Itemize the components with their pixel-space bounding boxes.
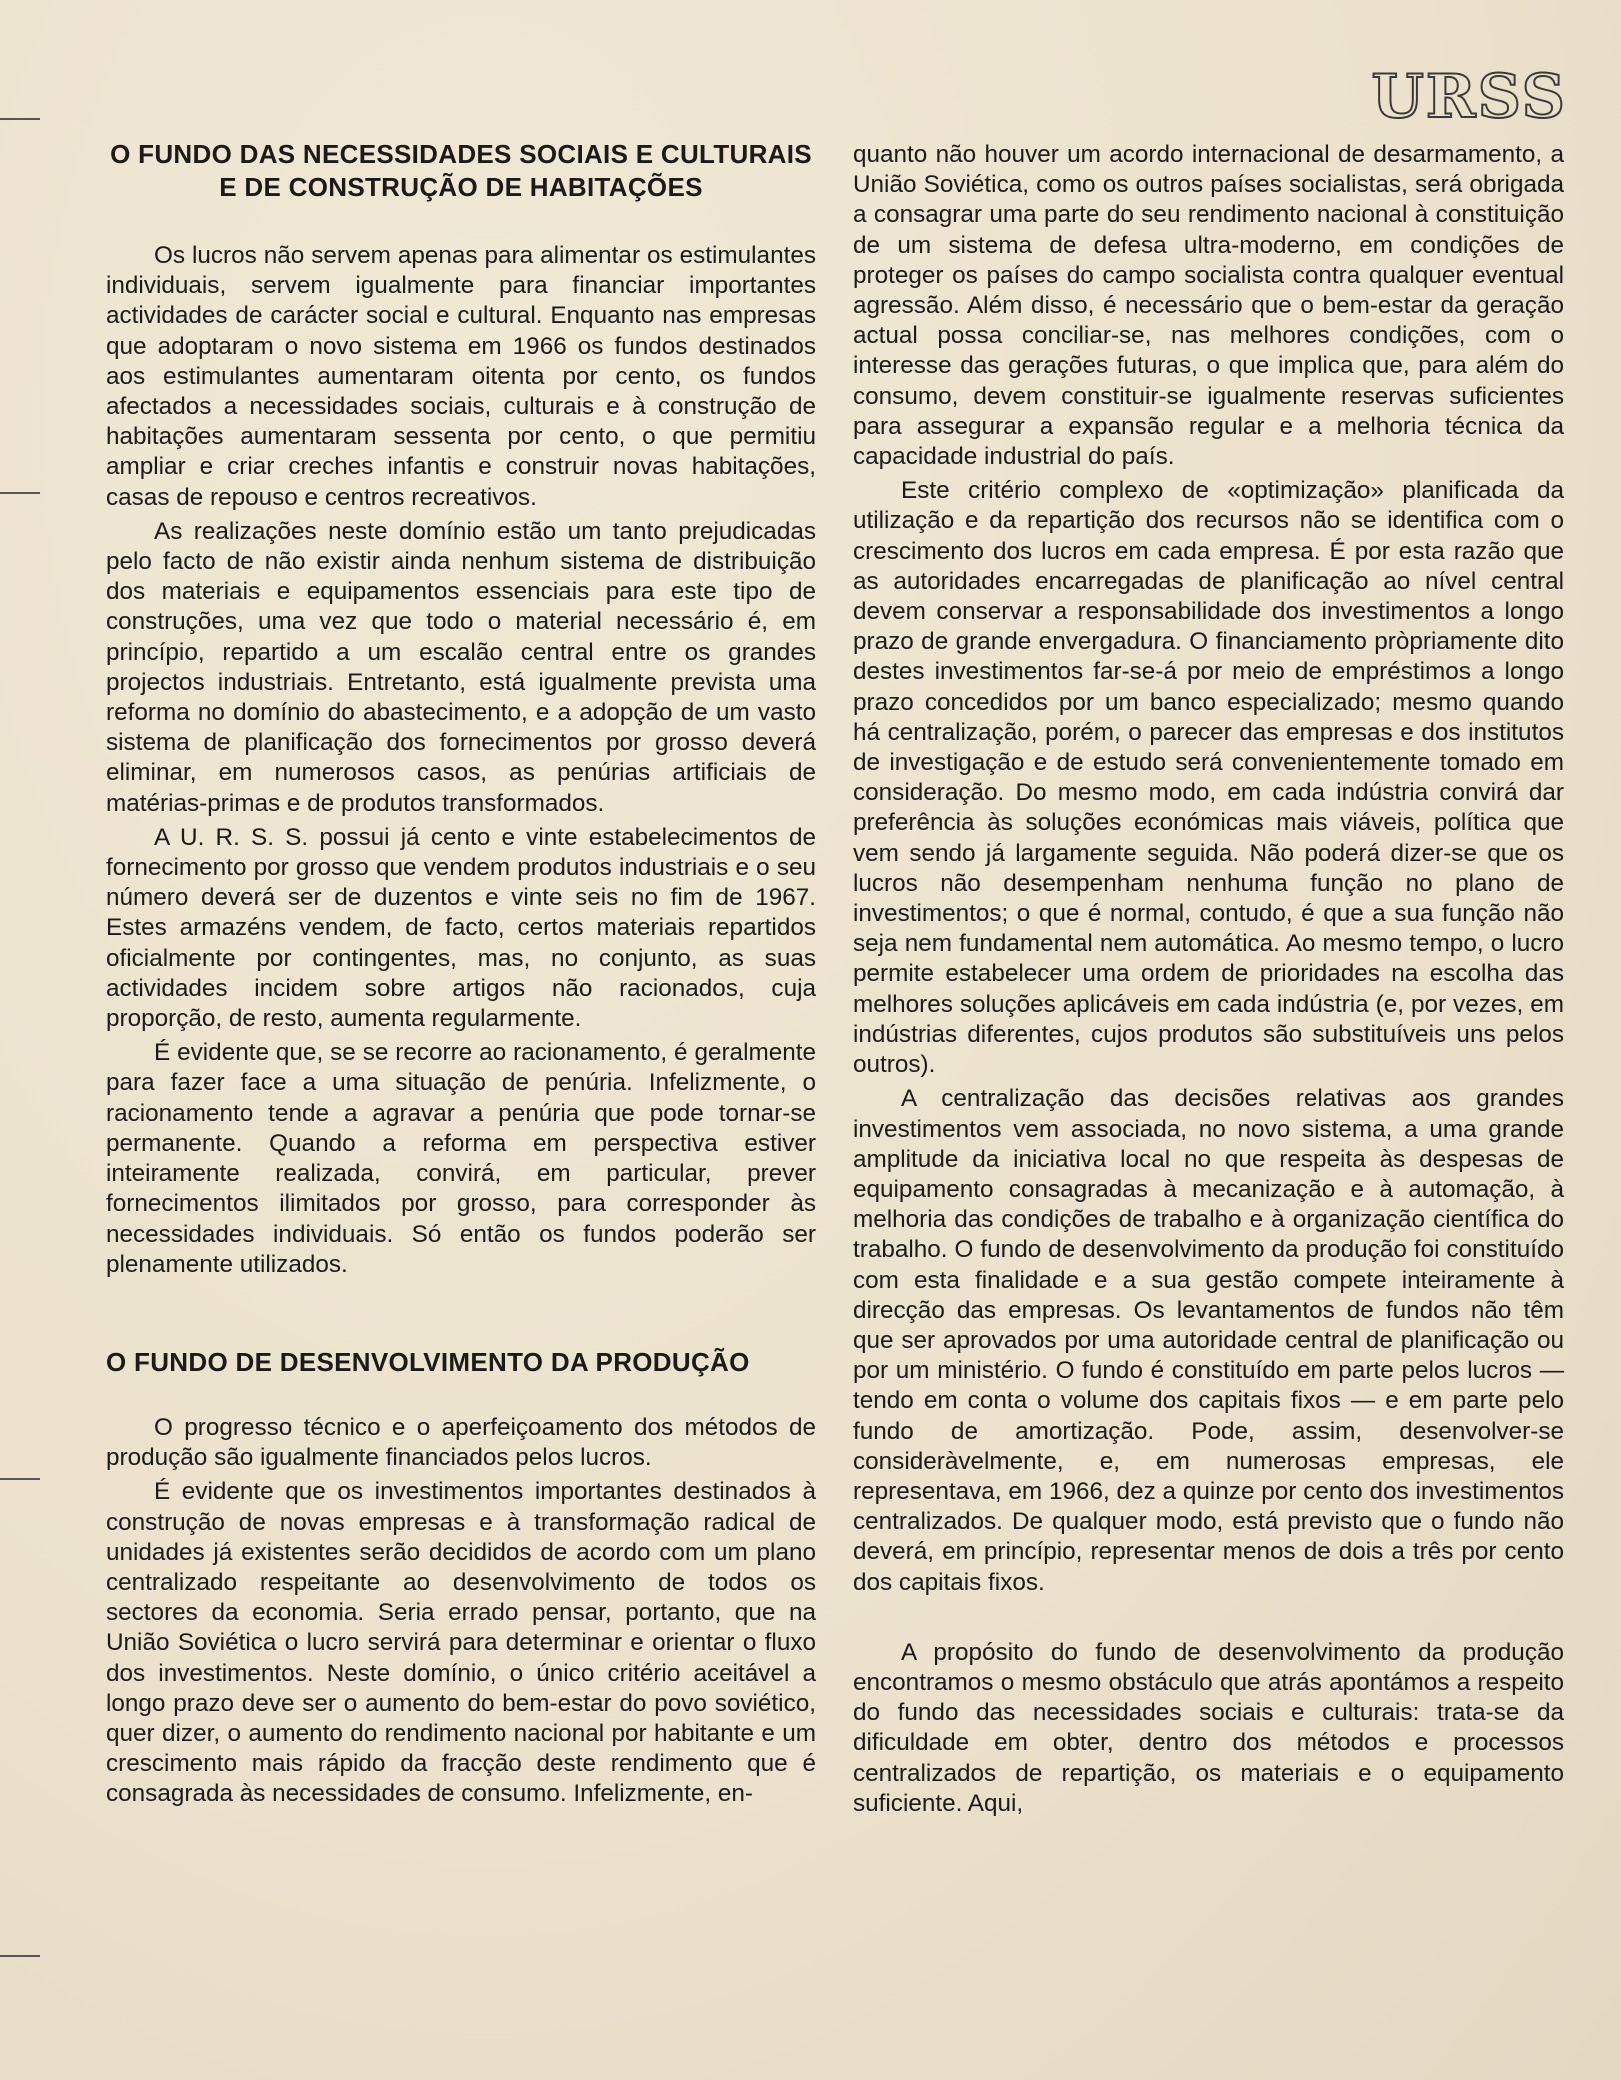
right-column (853, 140, 1564, 1823)
binding-mark (0, 1478, 40, 1480)
binding-mark (0, 1955, 40, 1957)
paragraph: É evidente que, se se recorre ao racionamento, é geralmente para fazer face a uma situação de penúria. Infelizmente, o racionamento tende a agravar a penúria que pode tornar-se permanente. Quando a reforma em perspectiva estiver inteiramente realizada, convirá, em particular, prever fornecimentos ilimitados por grosso, para corresponder às necessidades individuais. Só então os fundos poderão ser plenamente utilizados. (106, 1039, 816, 1278)
paragraph: É evidente que os investimentos importantes destinados à construção de novas empresas e à transformação radical de unidades já existentes serão decididos de acordo com um plano centralizado respeitante ao desenvolvimento de todos os sectores da economia. Seria errado pensar, portanto, que na União Soviética o lucro servirá para determinar e orientar o fluxo dos investimentos. Neste domínio, o único critério aceitável a longo prazo deve ser o aumento do bem-estar do povo soviético, quer dizer, o aumento do rendimento nacional por habitante e um crescimento mais rápido da fracção deste rendimento que é consagrada às necessidades de consumo. Infelizmente, en- (106, 1478, 816, 1808)
paragraph: Este critério complexo de «optimização» planificada da utilização e da repartição dos recursos não se identifica com o crescimento dos lucros em cada empresa. É por esta razão que as autoridades encarregadas de planificação ao nível central devem conservar a responsabilidade dos investimentos a longo prazo de grande envergadura. O financiamento pròpriamente dito destes investimentos far-se-á por meio de empréstimos a longo prazo concedidos por um banco especializado; mesmo quando há centralização, porém, o parecer das empresas e dos institutos de investigação e de estudo será convenientemente tomado em consideração. Do mesmo modo, em cada indústria convirá dar preferência às soluções económicas mais viáveis, política que vem sendo já largamente seguida. Não poderá dizer-se que os lucros não desempenham nenhuma função no plano de investimentos; o que é normal, contudo, é que a sua função não seja nem fundamental nem automática. Ao mesmo tempo, o lucro permite estabelecer uma ordem de prioridades na escolha das melhores soluções aplicáveis em cada indústria (e, por vezes, em indústrias diferentes, cujos produtos são substituíveis uns pelos outros). (853, 477, 1564, 1079)
left-column (106, 138, 816, 1814)
paragraph: A propósito do fundo de desenvolvimento da produção encontramos o mesmo obstáculo que atrás apontámos a respeito do fundo das necessidades sociais e culturais: trata-se da dificuldade em obter, dentro dos métodos e processos centralizados de repartição, os materiais e o equipamento suficiente. Aqui, (853, 1638, 1564, 1817)
binding-mark (0, 492, 40, 494)
section-mark: URSS (1371, 62, 1567, 132)
paragraph: O progresso técnico e o aperfeiçoamento dos métodos de produção são igualmente financiados pelos lucros. (106, 1413, 816, 1472)
paragraph: Os lucros não servem apenas para alimentar os estimulantes individuais, servem igualmente para financiar importantes actividades de carácter social e cultural. Enquanto nas empresas que adoptaram o novo sistema em 1966 os fundos destinados aos estimulantes aumentaram oitenta por cento, os fundos afectados a necessidades sociais, culturais e à construção de habitações aumentaram sessenta por cento, o que permitiu ampliar e criar creches infantis e construir novas habitações, casas de repouso e centros recreativos. (106, 242, 816, 511)
section-heading-production-fund: O FUNDO DE DESENVOLVIMENTO DA PRODUÇÃO (106, 1346, 750, 1377)
paragraph: A U. R. S. S. possui já cento e vinte estabelecimentos de fornecimento por grosso que vendem produtos industriais e o seu número deverá ser de duzentos e vinte seis no fim de 1967. Estes armazéns vendem, de facto, certos materiais repartidos oficialmente por contingentes, mas, no conjunto, as suas actividades incidem sobre artigos não racionados, cuja proporção, de resto, aumenta regularmente. (106, 823, 816, 1033)
paragraph: As realizações neste domínio estão um tanto prejudicadas pelo facto de não existir ainda nenhum sistema de distribuição dos materiais e equipamentos essenciais para este tipo de construções, uma vez que todo o material necessário é, em princípio, repartido a um escalão central entre os grandes projectos industriais. Entretanto, está igualmente prevista uma reforma no domínio do abastecimento, e a adopção de um vasto sistema de planificação dos fornecimentos por grosso deverá eliminar, em numerosos casos, as penúrias artificiais de matérias-primas e de produtos transformados. (106, 517, 816, 817)
paragraph: A centralização das decisões relativas aos grandes investimentos vem associada, no novo sistema, a uma grande amplitude da iniciativa local no que respeita às despesas de equipamento consagradas à mecanização e à automação, à melhoria das condições de trabalho e à organização científica do trabalho. O fundo de desenvolvimento da produção foi constituído com esta finalidade e a sua gestão compete inteiramente à direcção das empresas. Os levantamentos de fundos não têm que ser aprovados por uma autoridade central de planificação ou por um ministério. O fundo é constituído em parte pelos lucros — tendo em conta o volume dos capitais fixos — e em parte pelo fundo de amortização. Pode, assim, desenvolver-se consideràvelmente, e, em numerosas empresas, ele representava, em 1966, dez a quinze por cento dos investimentos centralizados. De qualquer modo, está previsto que o fundo não deverá, em princípio, representar menos de dois a três por cento dos capitais fixos. (853, 1085, 1564, 1596)
binding-mark (0, 118, 40, 120)
section-heading-social-fund: O FUNDO DAS NECESSIDADES SOCIAIS E CULTURAIS E DE CONSTRUÇÃO DE HABITAÇÕES (110, 139, 812, 202)
paragraph: quanto não houver um acordo internacional de desarmamento, a União Soviética, como os outros países socialistas, será obrigada a consagrar uma parte do seu rendimento nacional à constituição de um sistema de defesa ultra-moderno, em condições de proteger os países do campo socialista contra qualquer eventual agressão. Além disso, é necessário que o bem-estar da geração actual possa conciliar-se, nas melhores condições, com o interesse das gerações futuras, o que implica que, para além do consumo, devem constituir-se igualmente reservas suficientes para assegurar a expansão regular e a melhoria técnica da capacidade industrial do país. (853, 141, 1564, 471)
